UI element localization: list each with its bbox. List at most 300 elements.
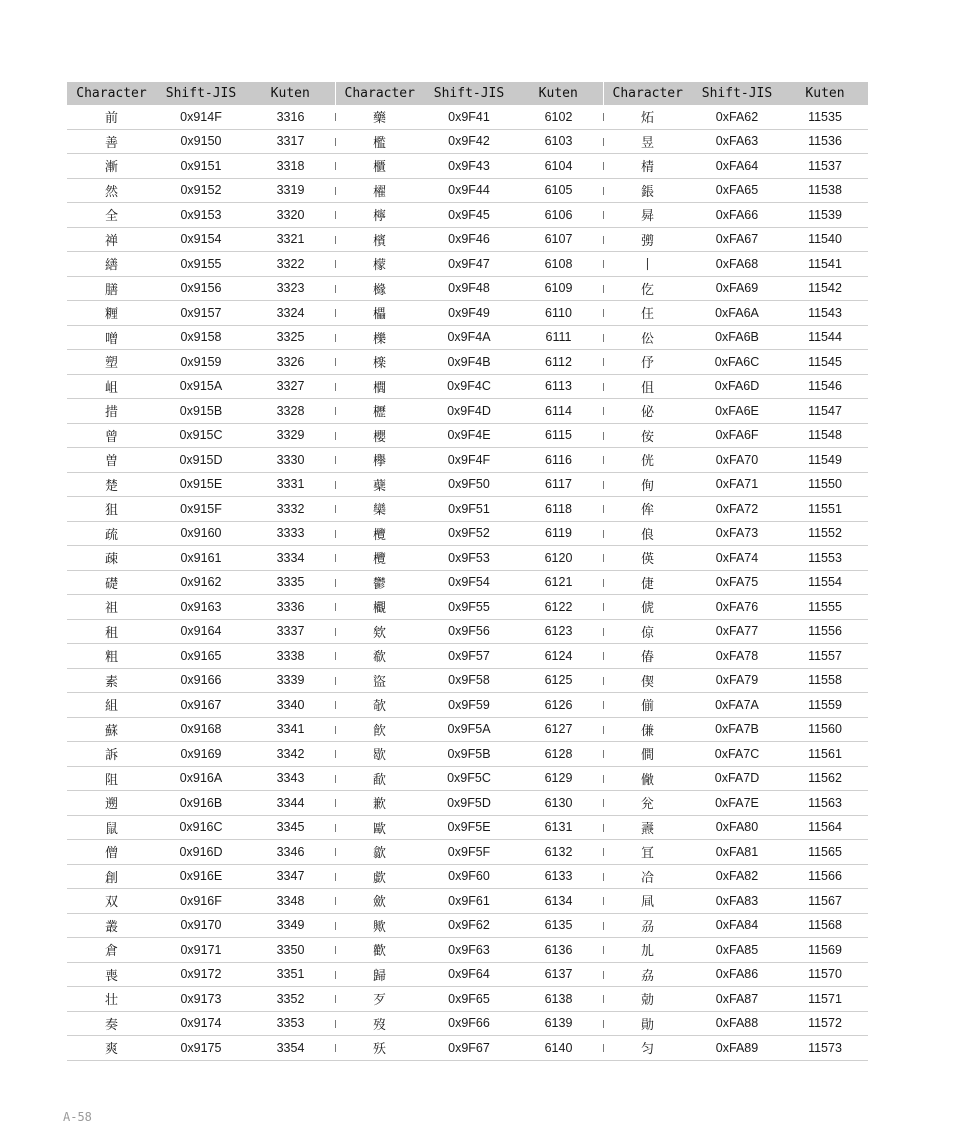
shift-jis-cell-3: 0xFA77 — [692, 619, 782, 644]
shift-jis-cell-2: 0x9F5A — [424, 717, 514, 742]
character-cell-1: 鼠 — [67, 815, 156, 840]
kuten-cell-1: 3345 — [246, 815, 335, 840]
shift-jis-cell-2: 0x9F63 — [424, 938, 514, 963]
character-cell-3: 傔 — [603, 717, 692, 742]
character-cell-3: 昱 — [603, 129, 692, 154]
character-cell-3: 侒 — [603, 423, 692, 448]
kuten-cell-3: 11565 — [782, 840, 868, 865]
character-cell-2: 歟 — [335, 913, 424, 938]
character-cell-2: 欅 — [335, 448, 424, 473]
character-cell-2: 欖 — [335, 546, 424, 571]
kuten-cell-1: 3328 — [246, 399, 335, 424]
shift-jis-cell-2: 0x9F5F — [424, 840, 514, 865]
kuten-cell-2: 6128 — [514, 742, 603, 767]
table-row — [67, 864, 868, 889]
kuten-cell-3: 11560 — [782, 717, 868, 742]
shift-jis-cell-1: 0x915C — [156, 423, 246, 448]
character-cell-2: 櫟 — [335, 325, 424, 350]
kuten-cell-1: 3351 — [246, 962, 335, 987]
shift-jis-cell-1: 0x9172 — [156, 962, 246, 987]
character-cell-1: 曽 — [67, 448, 156, 473]
shift-jis-cell-3: 0xFA88 — [692, 1011, 782, 1036]
kuten-cell-3: 11536 — [782, 129, 868, 154]
shift-jis-cell-3: 0xFA7C — [692, 742, 782, 767]
kuten-cell-1: 3347 — [246, 864, 335, 889]
character-cell-2: 歡 — [335, 938, 424, 963]
table-row — [67, 644, 868, 669]
table-row — [67, 962, 868, 987]
kuten-cell-1: 3344 — [246, 791, 335, 816]
shift-jis-cell-1: 0x9162 — [156, 570, 246, 595]
character-cell-2: 歹 — [335, 987, 424, 1012]
kuten-cell-1: 3352 — [246, 987, 335, 1012]
character-cell-1: 噌 — [67, 325, 156, 350]
character-cell-2: 殀 — [335, 1036, 424, 1061]
character-cell-1: 繕 — [67, 252, 156, 277]
kuten-cell-2: 6114 — [514, 399, 603, 424]
character-cell-1: 禅 — [67, 227, 156, 252]
table-row — [67, 203, 868, 228]
shift-jis-cell-1: 0x916A — [156, 766, 246, 791]
shift-jis-cell-1: 0x9155 — [156, 252, 246, 277]
kuten-cell-1: 3335 — [246, 570, 335, 595]
kuten-cell-2: 6125 — [514, 668, 603, 693]
character-cell-2: 櫃 — [335, 154, 424, 179]
character-cell-1: 阻 — [67, 766, 156, 791]
shift-jis-cell-1: 0x9151 — [156, 154, 246, 179]
shift-jis-cell-2: 0x9F5D — [424, 791, 514, 816]
shift-jis-cell-2: 0x9F5B — [424, 742, 514, 767]
character-cell-2: 櫞 — [335, 276, 424, 301]
character-cell-1: 岨 — [67, 374, 156, 399]
kuten-cell-2: 6129 — [514, 766, 603, 791]
kuten-cell-1: 3342 — [246, 742, 335, 767]
kuten-cell-3: 11537 — [782, 154, 868, 179]
header-row — [67, 82, 868, 105]
kuten-cell-2: 6109 — [514, 276, 603, 301]
table-row — [67, 1011, 868, 1036]
shift-jis-cell-3: 0xFA6E — [692, 399, 782, 424]
character-cell-3: 侚 — [603, 472, 692, 497]
shift-jis-cell-2: 0x9F64 — [424, 962, 514, 987]
character-cell-1: 漸 — [67, 154, 156, 179]
page-number: A-58 — [63, 1110, 92, 1124]
shift-jis-cell-3: 0xFA74 — [692, 546, 782, 571]
character-cell-2: 櫂 — [335, 178, 424, 203]
kuten-cell-2: 6123 — [514, 619, 603, 644]
kuten-cell-3: 11544 — [782, 325, 868, 350]
character-cell-1: 善 — [67, 129, 156, 154]
shift-jis-cell-2: 0x9F5C — [424, 766, 514, 791]
shift-jis-cell-2: 0x9F53 — [424, 546, 514, 571]
table-row — [67, 546, 868, 571]
character-cell-2: 歃 — [335, 766, 424, 791]
table-row — [67, 889, 868, 914]
character-cell-1: 祖 — [67, 595, 156, 620]
kuten-cell-3: 11554 — [782, 570, 868, 595]
kuten-cell-1: 3317 — [246, 129, 335, 154]
character-cell-1: 喪 — [67, 962, 156, 987]
kuten-cell-1: 3338 — [246, 644, 335, 669]
header-character-2: Character — [335, 82, 424, 105]
character-cell-3: 仼 — [603, 301, 692, 326]
table-row — [67, 276, 868, 301]
table-row — [67, 178, 868, 203]
shift-jis-cell-1: 0x9154 — [156, 227, 246, 252]
table-body — [67, 105, 868, 1060]
character-cell-3: 勛 — [603, 1011, 692, 1036]
shift-jis-cell-1: 0x915B — [156, 399, 246, 424]
kuten-cell-1: 3346 — [246, 840, 335, 865]
shift-jis-cell-2: 0x9F41 — [424, 105, 514, 129]
kuten-cell-2: 6127 — [514, 717, 603, 742]
kuten-cell-3: 11541 — [782, 252, 868, 277]
shift-jis-cell-1: 0x916F — [156, 889, 246, 914]
table-row — [67, 1036, 868, 1061]
kuten-cell-2: 6110 — [514, 301, 603, 326]
table-row — [67, 423, 868, 448]
character-cell-3: 凬 — [603, 889, 692, 914]
character-cell-1: 措 — [67, 399, 156, 424]
shift-jis-cell-1: 0x9169 — [156, 742, 246, 767]
kuten-cell-2: 6138 — [514, 987, 603, 1012]
shift-jis-cell-3: 0xFA86 — [692, 962, 782, 987]
kuten-cell-1: 3332 — [246, 497, 335, 522]
kuten-cell-2: 6105 — [514, 178, 603, 203]
kuten-cell-2: 6130 — [514, 791, 603, 816]
kuten-cell-1: 3337 — [246, 619, 335, 644]
shift-jis-cell-3: 0xFA79 — [692, 668, 782, 693]
character-cell-1: 全 — [67, 203, 156, 228]
kuten-cell-2: 6118 — [514, 497, 603, 522]
character-cell-3: 勀 — [603, 987, 692, 1012]
kuten-cell-2: 6126 — [514, 693, 603, 718]
shift-jis-cell-1: 0x915D — [156, 448, 246, 473]
character-cell-2: 檬 — [335, 252, 424, 277]
table-row — [67, 791, 868, 816]
kuten-cell-3: 11558 — [782, 668, 868, 693]
character-cell-2: 欒 — [335, 497, 424, 522]
character-cell-3: 燾 — [603, 815, 692, 840]
kuten-cell-1: 3354 — [246, 1036, 335, 1061]
character-cell-3: 僴 — [603, 742, 692, 767]
kuten-cell-1: 3321 — [246, 227, 335, 252]
header-kuten-1: Kuten — [246, 82, 335, 105]
shift-jis-cell-1: 0x915A — [156, 374, 246, 399]
table-row — [67, 717, 868, 742]
table-row — [67, 815, 868, 840]
kuten-cell-3: 11556 — [782, 619, 868, 644]
character-cell-1: 疎 — [67, 546, 156, 571]
kuten-cell-1: 3323 — [246, 276, 335, 301]
kuten-cell-2: 6135 — [514, 913, 603, 938]
character-cell-3: 侊 — [603, 448, 692, 473]
header-character-3: Character — [603, 82, 692, 105]
character-cell-2: 歔 — [335, 864, 424, 889]
character-cell-1: 壮 — [67, 987, 156, 1012]
character-cell-2: 檸 — [335, 203, 424, 228]
shift-jis-cell-3: 0xFA76 — [692, 595, 782, 620]
kuten-cell-3: 11552 — [782, 521, 868, 546]
character-code-table-container — [67, 82, 868, 1061]
character-cell-3: 伀 — [603, 325, 692, 350]
kuten-cell-2: 6121 — [514, 570, 603, 595]
kuten-cell-3: 11559 — [782, 693, 868, 718]
shift-jis-cell-1: 0x916E — [156, 864, 246, 889]
character-cell-1: 僧 — [67, 840, 156, 865]
kuten-cell-3: 11535 — [782, 105, 868, 129]
shift-jis-cell-3: 0xFA68 — [692, 252, 782, 277]
shift-jis-cell-3: 0xFA82 — [692, 864, 782, 889]
kuten-cell-2: 6133 — [514, 864, 603, 889]
table-row — [67, 619, 868, 644]
table-row — [67, 913, 868, 938]
shift-jis-cell-2: 0x9F42 — [424, 129, 514, 154]
character-cell-2: 盜 — [335, 668, 424, 693]
character-cell-3: 偆 — [603, 644, 692, 669]
shift-jis-cell-1: 0x916C — [156, 815, 246, 840]
character-cell-1: 叢 — [67, 913, 156, 938]
character-cell-2: 櫻 — [335, 423, 424, 448]
kuten-cell-3: 11561 — [782, 742, 868, 767]
character-cell-2: 蘗 — [335, 472, 424, 497]
shift-jis-cell-3: 0xFA87 — [692, 987, 782, 1012]
shift-jis-cell-1: 0x9152 — [156, 178, 246, 203]
character-cell-2: 欖 — [335, 521, 424, 546]
kuten-cell-2: 6108 — [514, 252, 603, 277]
kuten-cell-3: 11543 — [782, 301, 868, 326]
character-cell-3: 伃 — [603, 350, 692, 375]
table-row — [67, 154, 868, 179]
shift-jis-cell-3: 0xFA6C — [692, 350, 782, 375]
character-cell-2: 歿 — [335, 1011, 424, 1036]
kuten-cell-1: 3349 — [246, 913, 335, 938]
kuten-cell-1: 3326 — [246, 350, 335, 375]
shift-jis-cell-1: 0x9161 — [156, 546, 246, 571]
kuten-cell-1: 3318 — [246, 154, 335, 179]
kuten-cell-1: 3339 — [246, 668, 335, 693]
character-cell-2: 歉 — [335, 791, 424, 816]
table-row — [67, 350, 868, 375]
shift-jis-cell-2: 0x9F57 — [424, 644, 514, 669]
shift-jis-cell-3: 0xFA6D — [692, 374, 782, 399]
character-cell-3: 鋹 — [603, 178, 692, 203]
character-cell-3: 炻 — [603, 105, 692, 129]
kuten-cell-3: 11551 — [782, 497, 868, 522]
kuten-cell-2: 6115 — [514, 423, 603, 448]
shift-jis-cell-2: 0x9F51 — [424, 497, 514, 522]
shift-jis-cell-3: 0xFA84 — [692, 913, 782, 938]
kuten-cell-3: 11563 — [782, 791, 868, 816]
character-cell-1: 租 — [67, 619, 156, 644]
header-kuten-3: Kuten — [782, 82, 868, 105]
kuten-cell-2: 6124 — [514, 644, 603, 669]
kuten-cell-3: 11542 — [782, 276, 868, 301]
shift-jis-cell-2: 0x9F65 — [424, 987, 514, 1012]
kuten-cell-3: 11557 — [782, 644, 868, 669]
character-cell-1: 訴 — [67, 742, 156, 767]
shift-jis-cell-1: 0x916B — [156, 791, 246, 816]
kuten-cell-1: 3316 — [246, 105, 335, 129]
table-row — [67, 252, 868, 277]
kuten-cell-2: 6102 — [514, 105, 603, 129]
table-row — [67, 840, 868, 865]
shift-jis-cell-3: 0xFA7D — [692, 766, 782, 791]
character-cell-2: 歐 — [335, 815, 424, 840]
shift-jis-cell-1: 0x9160 — [156, 521, 246, 546]
kuten-cell-2: 6131 — [514, 815, 603, 840]
kuten-cell-3: 11547 — [782, 399, 868, 424]
kuten-cell-3: 11564 — [782, 815, 868, 840]
character-cell-3: 倞 — [603, 619, 692, 644]
character-cell-1: 礎 — [67, 570, 156, 595]
kuten-cell-3: 11538 — [782, 178, 868, 203]
character-cell-1: 狙 — [67, 497, 156, 522]
table-row — [67, 105, 868, 129]
kuten-cell-3: 11549 — [782, 448, 868, 473]
shift-jis-cell-3: 0xFA7E — [692, 791, 782, 816]
shift-jis-cell-3: 0xFA63 — [692, 129, 782, 154]
shift-jis-cell-2: 0x9F52 — [424, 521, 514, 546]
table-row — [67, 472, 868, 497]
shift-jis-cell-1: 0x9156 — [156, 276, 246, 301]
character-cell-1: 奏 — [67, 1011, 156, 1036]
table-row — [67, 497, 868, 522]
character-cell-1: 糎 — [67, 301, 156, 326]
kuten-cell-2: 6132 — [514, 840, 603, 865]
table-row — [67, 766, 868, 791]
shift-jis-cell-2: 0x9F59 — [424, 693, 514, 718]
character-cell-3: 丨 — [603, 252, 692, 277]
character-cell-2: 歙 — [335, 840, 424, 865]
shift-jis-cell-2: 0x9F54 — [424, 570, 514, 595]
kuten-cell-2: 6111 — [514, 325, 603, 350]
kuten-cell-1: 3329 — [246, 423, 335, 448]
table-row — [67, 374, 868, 399]
shift-jis-cell-3: 0xFA75 — [692, 570, 782, 595]
table-row — [67, 301, 868, 326]
shift-jis-cell-2: 0x9F56 — [424, 619, 514, 644]
shift-jis-cell-1: 0x9157 — [156, 301, 246, 326]
shift-jis-cell-1: 0x9166 — [156, 668, 246, 693]
shift-jis-cell-2: 0x9F4D — [424, 399, 514, 424]
character-cell-3: 偂 — [603, 693, 692, 718]
character-cell-3: 劜 — [603, 938, 692, 963]
shift-jis-cell-2: 0x9F4C — [424, 374, 514, 399]
kuten-cell-1: 3341 — [246, 717, 335, 742]
character-cell-2: 檻 — [335, 129, 424, 154]
shift-jis-cell-3: 0xFA80 — [692, 815, 782, 840]
shift-jis-cell-1: 0x916D — [156, 840, 246, 865]
table-row — [67, 227, 868, 252]
kuten-cell-1: 3322 — [246, 252, 335, 277]
shift-jis-cell-3: 0xFA66 — [692, 203, 782, 228]
shift-jis-cell-1: 0x9153 — [156, 203, 246, 228]
shift-jis-cell-2: 0x9F43 — [424, 154, 514, 179]
shift-jis-cell-3: 0xFA67 — [692, 227, 782, 252]
character-cell-1: 組 — [67, 693, 156, 718]
character-cell-1: 疏 — [67, 521, 156, 546]
character-cell-1: 爽 — [67, 1036, 156, 1061]
shift-jis-cell-2: 0x9F45 — [424, 203, 514, 228]
shift-jis-cell-1: 0x9174 — [156, 1011, 246, 1036]
shift-jis-cell-3: 0xFA64 — [692, 154, 782, 179]
character-cell-2: 欸 — [335, 619, 424, 644]
kuten-cell-1: 3324 — [246, 301, 335, 326]
kuten-cell-2: 6107 — [514, 227, 603, 252]
character-cell-3: 佖 — [603, 399, 692, 424]
kuten-cell-2: 6113 — [514, 374, 603, 399]
character-cell-3: 俍 — [603, 521, 692, 546]
shift-jis-cell-3: 0xFA73 — [692, 521, 782, 546]
character-cell-3: 曻 — [603, 203, 692, 228]
kuten-cell-3: 11571 — [782, 987, 868, 1012]
character-cell-3: 偰 — [603, 668, 692, 693]
kuten-cell-2: 6103 — [514, 129, 603, 154]
kuten-cell-2: 6119 — [514, 521, 603, 546]
table-row — [67, 693, 868, 718]
kuten-cell-3: 11555 — [782, 595, 868, 620]
shift-jis-cell-1: 0x9173 — [156, 987, 246, 1012]
kuten-cell-2: 6139 — [514, 1011, 603, 1036]
kuten-cell-2: 6120 — [514, 546, 603, 571]
shift-jis-cell-3: 0xFA89 — [692, 1036, 782, 1061]
table-row — [67, 987, 868, 1012]
character-cell-3: 匀 — [603, 1036, 692, 1061]
shift-jis-cell-3: 0xFA78 — [692, 644, 782, 669]
shift-jis-cell-1: 0x9150 — [156, 129, 246, 154]
character-cell-1: 塑 — [67, 350, 156, 375]
character-cell-3: 棈 — [603, 154, 692, 179]
character-cell-1: 遡 — [67, 791, 156, 816]
shift-jis-cell-1: 0x915E — [156, 472, 246, 497]
character-cell-2: 櫑 — [335, 301, 424, 326]
character-cell-2: 欷 — [335, 644, 424, 669]
kuten-cell-1: 3330 — [246, 448, 335, 473]
character-cell-2: 歇 — [335, 742, 424, 767]
shift-jis-cell-2: 0x9F55 — [424, 595, 514, 620]
character-cell-2: 歛 — [335, 889, 424, 914]
character-cell-2: 鬱 — [335, 570, 424, 595]
shift-jis-cell-1: 0x9165 — [156, 644, 246, 669]
character-cell-2: 櫪 — [335, 399, 424, 424]
kuten-cell-1: 3325 — [246, 325, 335, 350]
kuten-cell-1: 3333 — [246, 521, 335, 546]
table-row — [67, 938, 868, 963]
kuten-cell-3: 11573 — [782, 1036, 868, 1061]
shift-jis-cell-2: 0x9F4F — [424, 448, 514, 473]
kuten-cell-2: 6116 — [514, 448, 603, 473]
kuten-cell-3: 11546 — [782, 374, 868, 399]
shift-jis-cell-3: 0xFA69 — [692, 276, 782, 301]
shift-jis-cell-3: 0xFA6A — [692, 301, 782, 326]
character-cell-1: 曾 — [67, 423, 156, 448]
kuten-cell-1: 3336 — [246, 595, 335, 620]
table-row — [67, 668, 868, 693]
shift-jis-cell-3: 0xFA6B — [692, 325, 782, 350]
shift-jis-cell-3: 0xFA72 — [692, 497, 782, 522]
kuten-cell-1: 3348 — [246, 889, 335, 914]
shift-jis-cell-2: 0x9F67 — [424, 1036, 514, 1061]
character-cell-1: 然 — [67, 178, 156, 203]
kuten-cell-1: 3320 — [246, 203, 335, 228]
shift-jis-cell-2: 0x9F60 — [424, 864, 514, 889]
kuten-cell-3: 11572 — [782, 1011, 868, 1036]
kuten-cell-3: 11567 — [782, 889, 868, 914]
shift-jis-cell-1: 0x915F — [156, 497, 246, 522]
header-kuten-2: Kuten — [514, 82, 603, 105]
shift-jis-cell-1: 0x9158 — [156, 325, 246, 350]
